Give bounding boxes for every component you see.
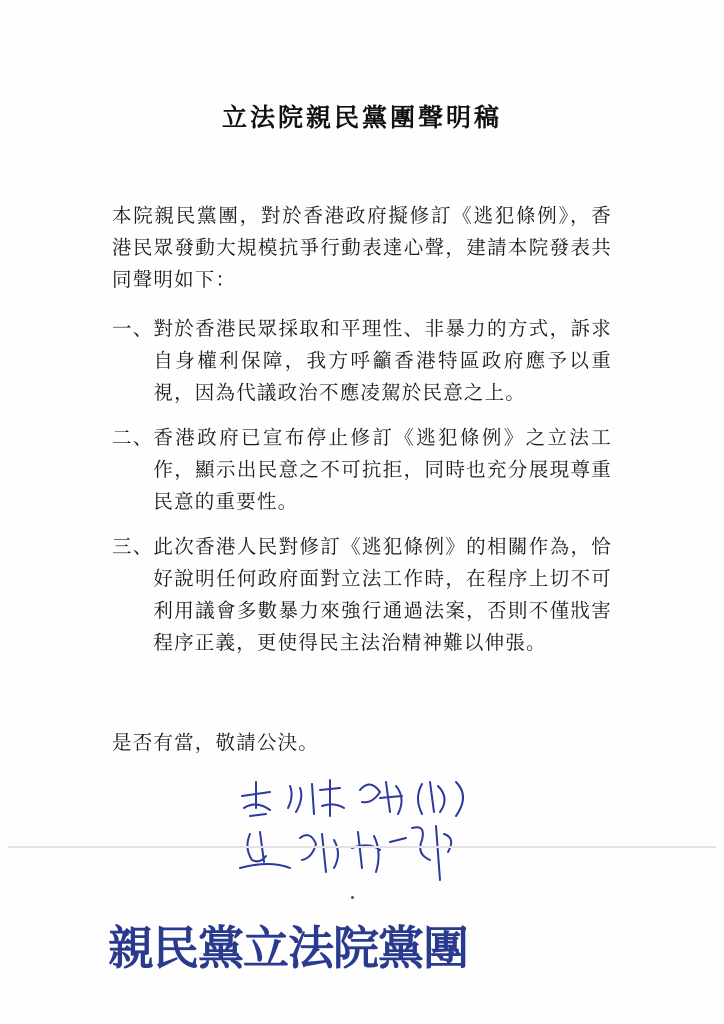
point-number: 二、 bbox=[112, 426, 154, 449]
intro-paragraph: 本院親民黨團，對於香港政府擬修訂《逃犯條例》，香港民眾發動大規模抗爭行動表達心聲，建請本院發表共同聲明如下： bbox=[112, 204, 612, 291]
statement-point-1 bbox=[112, 313, 612, 409]
statement-point-2 bbox=[112, 422, 612, 518]
point-text: 此次香港人民對修訂《逃犯條例》的相關作為，恰好說明任何政府面對立法工作時，在程序上切不可利用議會多數暴力來強行通過法案，否則不僅戕害程序正義，更使得民主法治精神難以伸張。 bbox=[153, 535, 612, 654]
closing-line: 是否有當，敬請公決。 bbox=[112, 731, 320, 754]
party-caucus-stamp bbox=[106, 908, 466, 978]
document-title: 立法院親民黨團聲明稿 bbox=[221, 103, 502, 132]
stamp-graphic bbox=[106, 908, 466, 978]
stamp-text: 親民黨立法院黨團 bbox=[108, 921, 466, 975]
signature-strokes bbox=[230, 768, 510, 888]
statement-points bbox=[112, 313, 612, 672]
point-number: 三、 bbox=[112, 535, 154, 558]
point-text: 香港政府已宣布停止修訂《逃犯條例》之立法工作，顯示出民意之不可抗拒，同時也充分展現尊重民意的重要性。 bbox=[153, 426, 612, 513]
point-text: 對於香港民眾採取和平理性、非暴力的方式，訴求自身權利保障，我方呼籲香港特區政府應予以重視，因為代議政治不應凌駕於民意之上。 bbox=[153, 317, 612, 404]
point-number: 一、 bbox=[112, 317, 154, 340]
scan-artifact-line bbox=[8, 846, 716, 848]
handwritten-signatures bbox=[230, 768, 510, 888]
scan-speck bbox=[351, 896, 354, 899]
statement-point-3 bbox=[112, 531, 612, 659]
